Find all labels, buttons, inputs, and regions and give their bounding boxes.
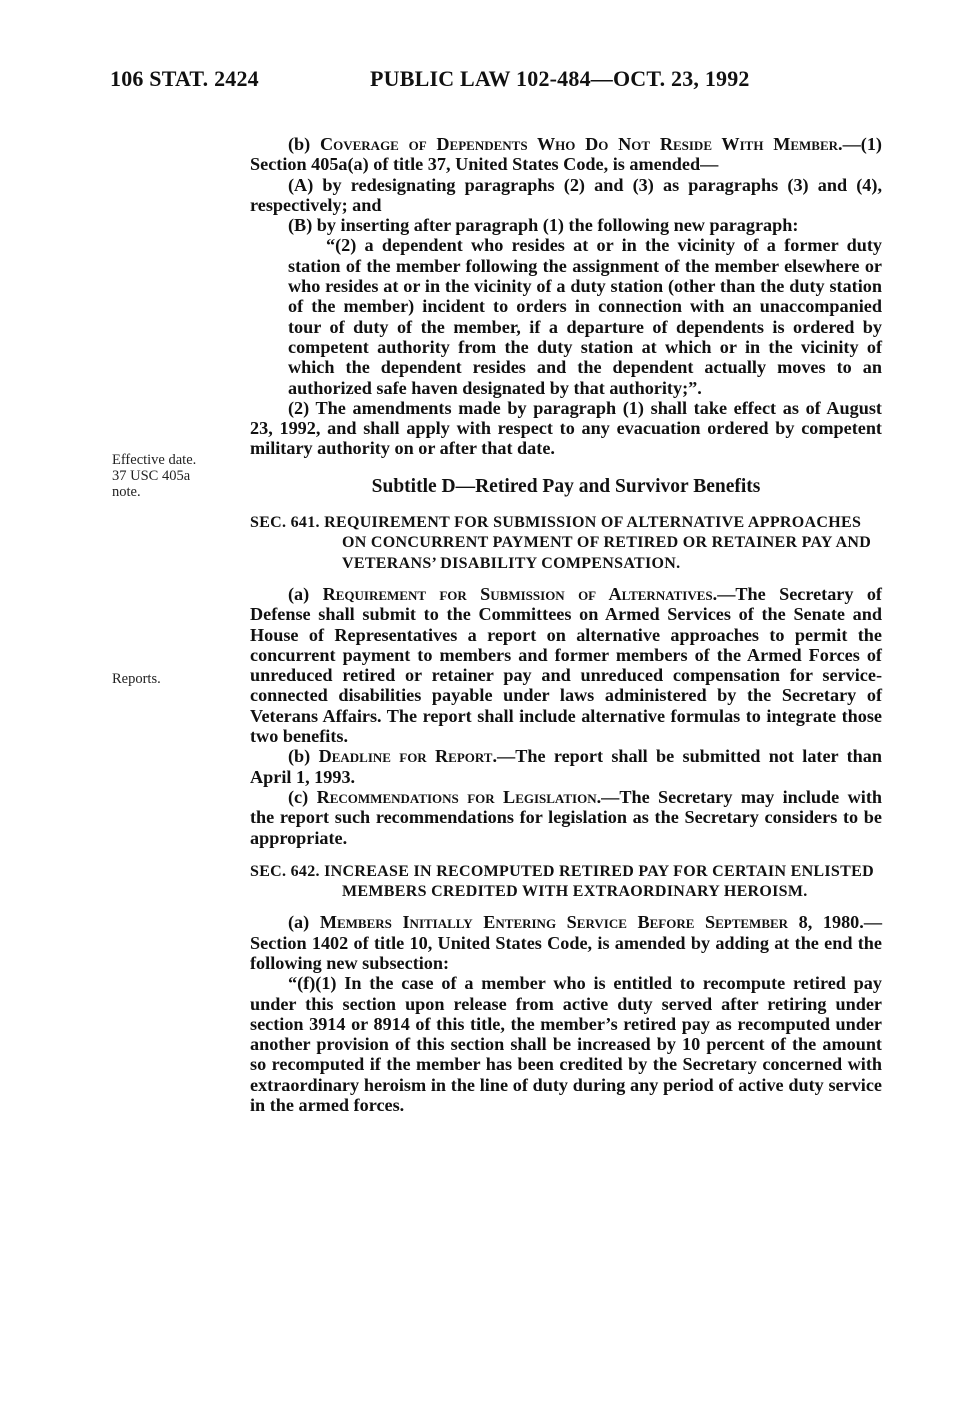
section-642-a-heading: Members Initially Entering Service Before September 8, 1980. (319, 912, 864, 933)
quoted-paragraph-2: “(2) a dependent who resides at or in the vicinity of a former duty station of the member following the assignment of the member elsewhere or who resides at or in the vicinity of a duty station (other than the duty station of the member) incident to orders in connection with an unaccompanied tour of duty of the member, if a departure of dependents is ordered by competent authority from the duty station at which or in the vicinity of which the dependent resides and the dependent actually moves to an authorized safe haven designated by that authority;”. (288, 235, 882, 398)
subtitle-heading: Subtitle D—Retired Pay and Survivor Benefits (371, 475, 761, 497)
running-header-title: PUBLIC LAW 102-484—OCT. 23, 1992 (370, 66, 750, 91)
subsection-b-intro: (b) Coverage of Dependents Who Do Not Reside With Member.—(1) Section 405a(a) of title 37, United States Code, is amended— (250, 134, 882, 175)
main-text-column (250, 134, 882, 1115)
section-641-c-heading: Recommendations for Legislation. (316, 786, 602, 807)
margin-note-effective-date (112, 452, 196, 500)
section-642-a: (a) Members Initially Entering Service Before September 8, 1980.—Section 1402 of title 10, United States Code, is amended by adding at the end the following new subsection: (250, 912, 882, 973)
section-641-c: (c) Recommendations for Legislation.—The Secretary may include with the report such recommendations for legislation as the Secretary considers to be appropriate. (250, 786, 882, 848)
section-641-heading: SEC. 641. REQUIREMENT FOR SUBMISSION OF ALTERNATIVE APPROACHES ON CONCURRENT PAYMENT OF RETIRED OR RETAINER PAY AND VETERANS’ DISABILITY COMPENSATION. (250, 514, 872, 572)
paragraph-2-effective: (2) The amendments made by paragraph (1) shall take effect as of August 23, 1992, and shall apply with respect to any evacuation ordered by competent military authority on or after that date. (250, 397, 882, 459)
section-641-b-heading: Deadline for Report. (318, 746, 498, 767)
margin-effective-date: Effective date. (112, 452, 197, 468)
clause-a: (A) by redesignating paragraphs (2) and (3) as paragraphs (3) and (4), respectively; and (250, 174, 882, 215)
clause-b: (B) by inserting after paragraph (1) the following new paragraph: (288, 215, 799, 236)
subsection-b-heading: Coverage of Dependents Who Do Not Reside With Member. (319, 134, 843, 154)
page-citation: 106 STAT. 2424 (110, 66, 259, 91)
section-642-heading: SEC. 642. INCREASE IN RECOMPUTED RETIRED PAY FOR CERTAIN ENLISTED MEMBERS CREDITED WITH EXTRAORDINARY HEROISM. (250, 862, 874, 901)
margin-note-reports (112, 671, 161, 687)
section-641-a-heading: Requirement for Submission of Alternatives. (322, 583, 718, 604)
section-641-b: (b) Deadline for Report.—The report shall be submitted not later than April 1, 1993. (250, 746, 883, 787)
margin-usc-cite: 37 USC 405a (112, 468, 191, 484)
quoted-subsection-f: “(f)(1) In the case of a member who is entitled to recompute retired pay under this section upon release from active duty served after retiring under section 3914 or 8914 of this title, the member’s retired pay as recomputed under another provision of this section shall be increased by 10 percent of the amount so recomputed if the member has been credited by the Secretary concerned with extraordinary heroism in the line of duty during any period of active duty service in the armed forces. (250, 973, 882, 1116)
section-641-a: (a) Requirement for Submission of Alternatives.—The Secretary of Defense shall submit to the Committees on Armed Services of the Senate and House of Representatives a report on alternative approaches to permit the concurrent payment to members and former members of the Armed Forces of unreduced retired or retainer pay and unreduced compensation for service-connected disabilities payable under laws administered by the Secretary of Veterans Affairs. The report shall include alternative formulas to integrate those two benefits. (250, 583, 882, 747)
margin-note-label: note. (112, 484, 141, 500)
margin-reports: Reports. (112, 671, 161, 687)
